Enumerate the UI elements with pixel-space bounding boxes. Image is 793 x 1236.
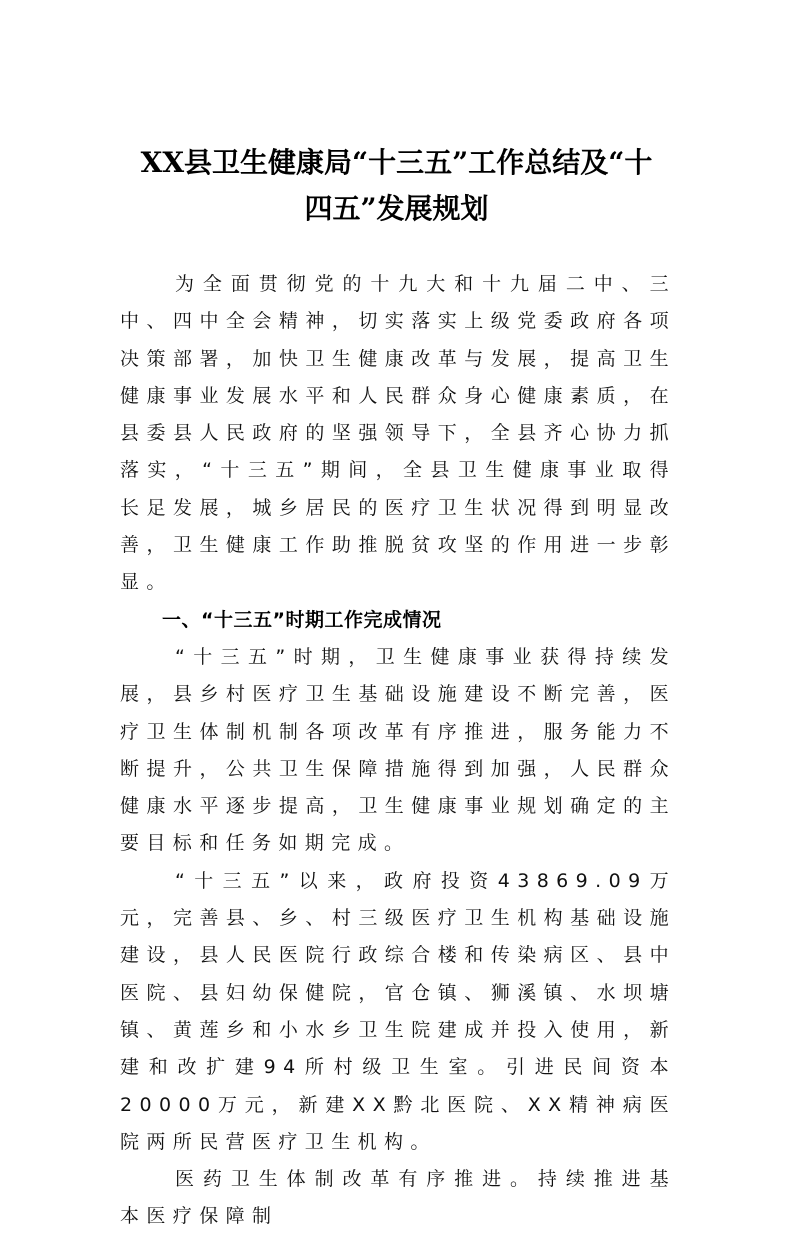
title-line-2: 四五”发展规划 [304, 192, 489, 225]
section1-paragraph-3: 医药卫生体制改革有序推进。持续推进基本医疗保障制 [120, 1168, 676, 1228]
section1-paragraph-1: “十三五”时期，卫生健康事业获得持续发展，县乡村医疗卫生基础设施建设不断完善，医疗卫生体制机制各项改革有序推进，服务能力不断提升，公共卫生保障措施得到加强，人民群众健康水平逐步提高，卫生健康事业规划确定的主要目标和任务如期完成。 [120, 645, 676, 855]
document-title [100, 140, 693, 232]
title-line-1: XX县卫生健康局“十三五”工作总结及“十 [140, 146, 653, 179]
document-body [120, 266, 676, 1236]
section-heading-1: 一、“十三五”时期工作完成情况 [162, 608, 442, 631]
intro-paragraph: 为全面贯彻党的十九大和十九届二中、三中、四中全会精神，切实落实上级党委政府各项决策部署，加快卫生健康改革与发展，提高卫生健康事业发展水平和人民群众身心健康素质，在县委县人民政府的坚强领导下，全县齐心协力抓落实，“十三五”期间，全县卫生健康事业取得长足发展，城乡居民的医疗卫生状况得到明显改善，卫生健康工作助推脱贫攻坚的作用进一步彰显。 [120, 273, 676, 594]
section1-paragraph-2: “十三五”以来，政府投资43869.09万元，完善县、乡、村三级医疗卫生机构基础设施建设，县人民医院行政综合楼和传染病区、县中医院、县妇幼保健院，官仓镇、狮溪镇、水坝塘镇、黄莲乡和小水乡卫生院建成并投入使用，新建和改扩建94所村级卫生室。引进民间资本20000万元，新建XX黔北医院、XX精神病医院两所民营医疗卫生机构。 [120, 869, 676, 1153]
